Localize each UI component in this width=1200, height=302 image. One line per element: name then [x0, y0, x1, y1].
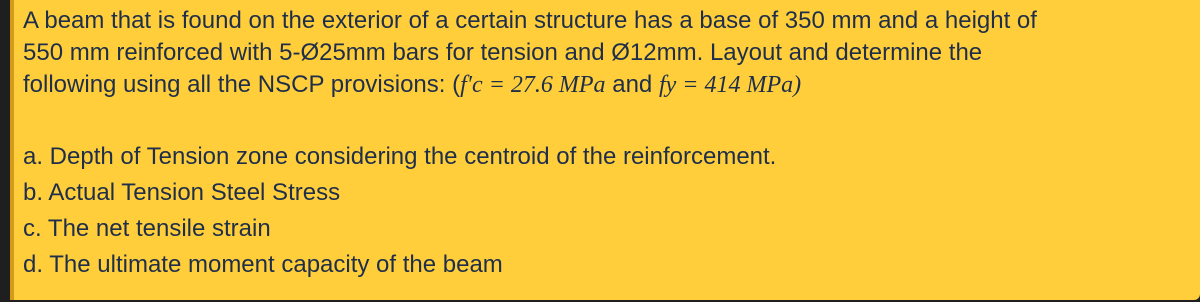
- equals-sign-2: =: [676, 72, 705, 98]
- problem-line-3-text: following using all the NSCP provisions: (: [23, 71, 461, 98]
- fc-symbol: f′c: [460, 72, 483, 98]
- equals-sign-1: =: [482, 72, 511, 98]
- question-c: c. The net tensile strain: [23, 215, 271, 242]
- and-text: and: [605, 71, 659, 98]
- fy-symbol: fy: [658, 72, 677, 98]
- problem-line-2: 550 mm reinforced with 5-Ø25mm bars for tension and Ø12mm. Layout and determine the: [23, 39, 983, 66]
- problem-line-3: [23, 68, 801, 102]
- problem-line-1: A beam that is found on the exterior of a certain structure has a base of 350 mm and a height of: [23, 7, 1037, 34]
- problem-card: [10, 0, 1200, 300]
- question-b: b. Actual Tension Steel Stress: [23, 179, 341, 206]
- close-paren: ): [793, 72, 802, 98]
- question-a: a. Depth of Tension zone considering the centroid of the reinforcement.: [23, 143, 777, 170]
- fc-value: 27.6 MPa: [510, 72, 606, 98]
- question-d: d. The ultimate moment capacity of the beam: [23, 251, 503, 278]
- fy-value: 414 MPa: [704, 72, 794, 98]
